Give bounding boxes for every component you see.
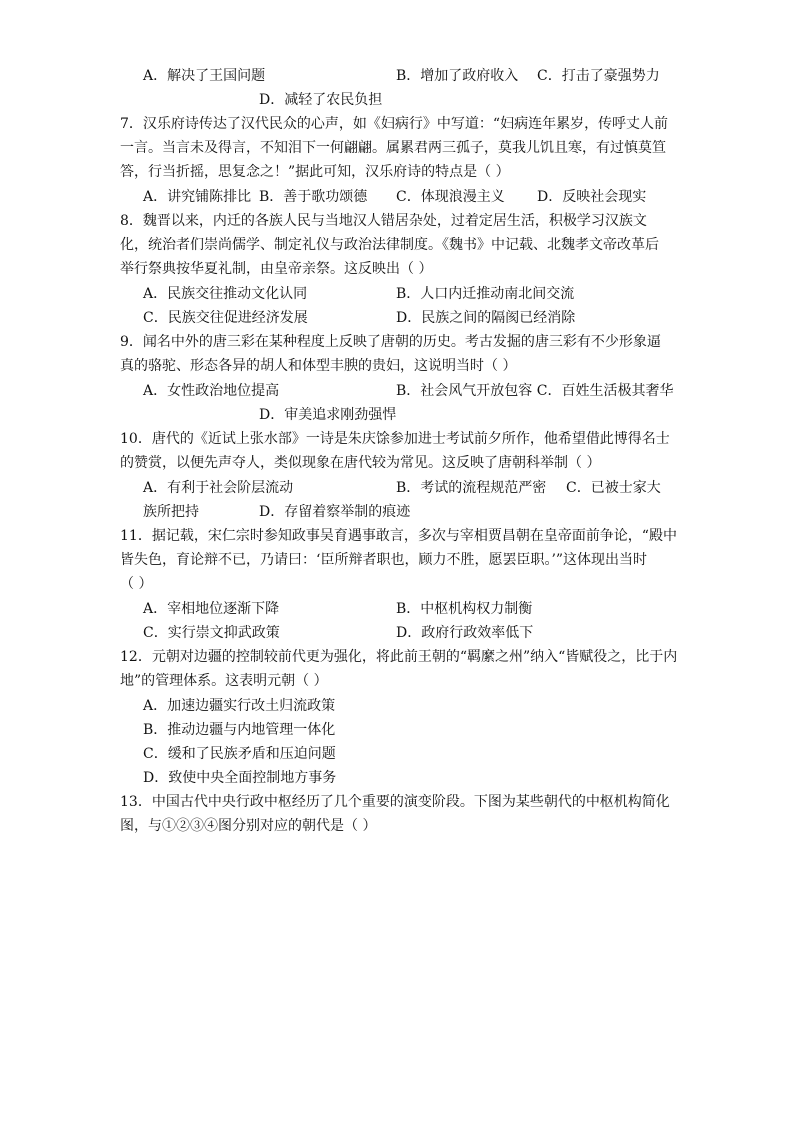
q8-stem-line-1: 8．魏晋以来，内迁的各族人民与当地汉人错居杂处，过着定居生活，积极学习汉族文: [120, 213, 647, 229]
q12-stem-line-2: 地”的管理体系。这表明元朝（ ）: [120, 673, 328, 689]
q9-option-a: A．女性政治地位提高: [143, 383, 280, 399]
q7-option-d: D．反映社会现实: [537, 189, 647, 205]
q10-stem-line-2: 的赞赏，以便先声夺人，类似现象在唐代较为常见。这反映了唐朝科举制（ ）: [120, 455, 601, 471]
q7-stem-line-3: 答，行当折摇，思复念之！”据此可知，汉乐府诗的特点是（ ）: [120, 164, 510, 180]
q11-option-c: C．实行崇文抑武政策: [143, 625, 280, 641]
q9-stem-line-2: 真的骆驼、形态各异的胡人和体型丰腴的贵妇，这说明当时（ ）: [120, 358, 517, 374]
q9-stem-line-1: 9．闻名中外的唐三彩在某种程度上反映了唐朝的历史。考古发掘的唐三彩有不少形象逼: [120, 334, 661, 350]
q8-stem-line-3: 举行祭典按华夏礼制，由皇帝亲祭。这反映出（ ）: [120, 261, 433, 277]
q11-stem-line-3: （ ）: [120, 576, 153, 592]
q12-option-c: C．缓和了民族矛盾和压迫问题: [143, 746, 336, 762]
q12-option-d: D．致使中央全面控制地方事务: [143, 770, 337, 786]
q8-option-b: B．人口内迁推动南北间交流: [396, 286, 575, 302]
q10-option-c-part-2: 族所把持: [143, 504, 199, 520]
q10-stem-line-1: 10．唐代的《近试上张水部》一诗是朱庆馀参加进士考试前夕所作，他希望借此博得名士: [120, 431, 670, 447]
q7-option-a: A．讲究铺陈排比: [143, 189, 252, 205]
q9-option-d: D．审美追求刚劲强悍: [259, 407, 397, 423]
q6-option-c: C．打击了豪强势力: [537, 68, 660, 84]
q7-option-b: B．善于歌功颂德: [259, 189, 368, 205]
q7-stem-line-2: 一言。当言未及得言，不知泪下一何翩翩。属累君两三孤子，莫我儿饥且寒，有过慎莫笪: [120, 140, 666, 156]
q8-option-a: A．民族交往推动文化认同: [143, 286, 308, 302]
q10-option-d: D．存留着察举制的痕迹: [259, 504, 411, 520]
q11-option-b: B．中枢机构权力制衡: [396, 601, 533, 617]
q12-stem-line-1: 12．元朝对边疆的控制较前代更为强化，将此前王朝的“羁縻之州”纳入“皆赋役之，比于内: [120, 649, 678, 665]
q11-stem-line-2: 皆失色，育论辩不已，乃请曰：‘臣所辩者职也，顾力不胜，愿罢臣职。’”这体现出当时: [120, 552, 648, 568]
q12-option-b: B．推动边疆与内地管理一体化: [143, 722, 336, 738]
q11-stem-line-1: 11．据记载，宋仁宗时参知政事吴育遇事敢言，多次与宰相贾昌朝在皇帝面前争论，“殿中: [120, 528, 677, 544]
q9-option-b-c: B．社会风气开放包容 C．百姓生活极其奢华: [396, 383, 674, 399]
q8-option-d: D．民族之间的隔阂已经消除: [396, 310, 576, 326]
q10-option-c-part-1: C．已被士家大: [566, 480, 661, 496]
q7-option-c: C．体现浪漫主义: [396, 189, 505, 205]
q13-stem-line-2: 图，与①②③④图分别对应的朝代是（ ）: [120, 818, 377, 834]
q13-stem-line-1: 13．中国古代中央行政中枢经历了几个重要的演变阶段。下图为某些朝代的中枢机构简化: [120, 794, 670, 810]
q11-option-d: D．政府行政效率低下: [396, 625, 534, 641]
q10-option-a: A．有利于社会阶层流动: [143, 480, 294, 496]
q12-option-a: A．加速边疆实行改土归流政策: [143, 698, 336, 714]
q10-option-b: B．考试的流程规范严密: [396, 480, 547, 496]
q11-option-a: A．宰相地位逐渐下降: [143, 601, 280, 617]
q6-option-d: D．减轻了农民负担: [259, 92, 383, 108]
q7-stem-line-1: 7．汉乐府诗传达了汉代民众的心声，如《妇病行》中写道：“妇病连年累岁，传呼丈人前: [120, 116, 669, 132]
q8-option-c: C．民族交往促进经济发展: [143, 310, 308, 326]
q6-option-b: B．增加了政府收入: [396, 68, 519, 84]
q8-stem-line-2: 化，统治者们崇尚儒学、制定礼仪与政治法律制度。《魏书》中记载、北魏孝文帝改革后: [120, 237, 659, 253]
q6-option-a: A．解决了王国问题: [143, 68, 266, 84]
